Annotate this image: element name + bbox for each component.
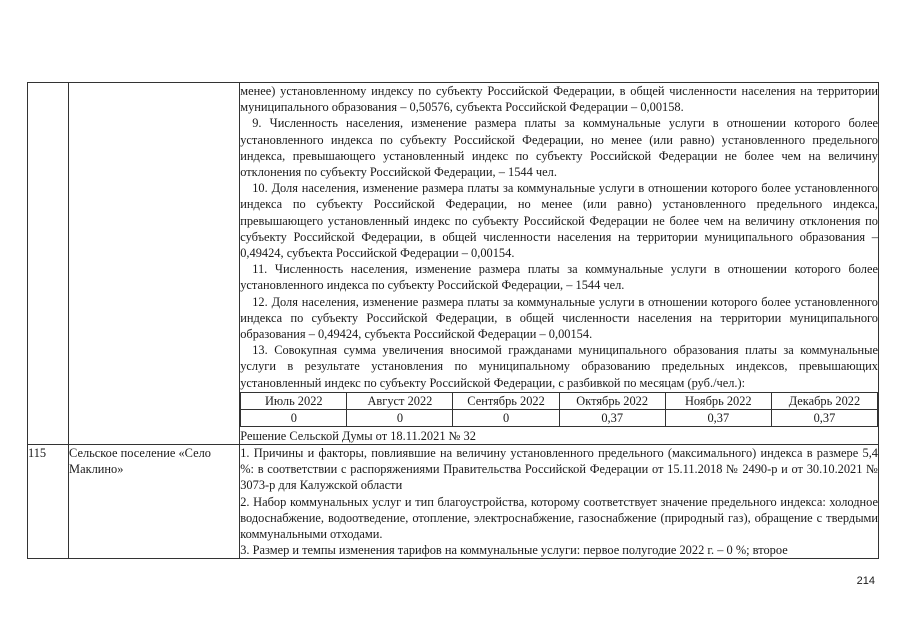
paragraph-13: 13. Совокупная сумма увеличения вносимой гражданами муниципального образования платы за коммунальные услуги в результате установления по муниципальному образованию предельных индексов, превышающих установленный индекс по субъекту Российской Федерации, с разбивкой по месяцам (руб./чел.): [240, 343, 878, 390]
month-header: Сентябрь 2022 [453, 392, 559, 409]
table-row [28, 83, 879, 445]
table-row [28, 445, 879, 559]
month-value: 0,37 [665, 409, 771, 426]
municipal-index-table [27, 82, 879, 559]
month-value: 0 [347, 409, 453, 426]
municipality-name-cell: Сельское поселение «Село Маклино» [69, 445, 240, 559]
row-number-cell: 115 [28, 445, 69, 559]
month-value: 0,37 [559, 409, 665, 426]
month-value: 0 [241, 409, 347, 426]
paragraph-1: 1. Причины и факторы, повлиявшие на величину установленного предельного (максимального) индекса в размере 5,4 %: в соответствии с распоряжениями Правительства Российской Федерации от 15.11.2018 № 2490-р и от 30.10.2021 № 3073-р для Калужской области [240, 446, 878, 493]
month-header: Август 2022 [347, 392, 453, 409]
row-number-cell [28, 83, 69, 445]
paragraph-9: 9. Численность населения, изменение размера платы за коммунальные услуги в отношении которого более установленного индекса по субъекту Российской Федерации, но менее (или равно) установленного предельного индекса, превышающего установленный индекс по субъекту Российской Федерации не более чем на величину отклонения по субъекту Российской Федерации, – 1544 чел. [240, 116, 878, 180]
monthly-increase-table [240, 392, 878, 427]
month-header: Июль 2022 [241, 392, 347, 409]
municipality-name-cell [69, 83, 240, 445]
months-values-row [241, 409, 878, 426]
paragraph: менее) установленному индексу по субъекту Российской Федерации, в общей численности населения на территории муниципального образования – 0,50576, субъекта Российской Федерации – 0,00158. [240, 84, 878, 115]
month-header: Ноябрь 2022 [665, 392, 771, 409]
page-number: 214 [856, 575, 875, 587]
description-cell [240, 445, 879, 559]
month-header: Декабрь 2022 [771, 392, 877, 409]
description-cell [240, 83, 879, 445]
paragraph-10: 10. Доля населения, изменение размера платы за коммунальные услуги в отношении которого более установленного индекса по субъекту Российской Федерации, но менее (или равно) установленного предельного индекса, превышающего установленный индекс по субъекту Российской Федерации не более чем на величину отклонения по субъекту Российской Федерации, в общей численности населения на территории муниципального образования – 0,49424, субъекта Российской Федерации – 0,00154. [240, 181, 878, 261]
paragraph-2: 2. Набор коммунальных услуг и тип благоустройства, которому соответствует значение предельного индекса: холодное водоснабжение, водоотведение, отопление, электроснабжение, газоснабжение (природный газ), обращение с твердыми коммунальными отходами. [240, 494, 878, 542]
months-header-row [241, 392, 878, 409]
decision-reference: Решение Сельской Думы от 18.11.2021 № 32 [240, 428, 476, 443]
paragraph-3: 3. Размер и темпы изменения тарифов на коммунальные услуги: первое полугодие 2022 г. – 0 %; второе [240, 543, 788, 558]
paragraph-11: 11. Численность населения, изменение размера платы за коммунальные услуги в отношении которого более установленного индекса по субъекту Российской Федерации, – 1544 чел. [240, 262, 878, 293]
month-value: 0 [453, 409, 559, 426]
month-value: 0,37 [771, 409, 877, 426]
paragraph-12: 12. Доля населения, изменение размера платы за коммунальные услуги в отношении которого более установленного индекса по субъекту Российской Федерации, в общей численности населения на территории муниципального образования – 0,49424, субъекта Российской Федерации – 0,00154. [240, 294, 878, 342]
month-header: Октябрь 2022 [559, 392, 665, 409]
